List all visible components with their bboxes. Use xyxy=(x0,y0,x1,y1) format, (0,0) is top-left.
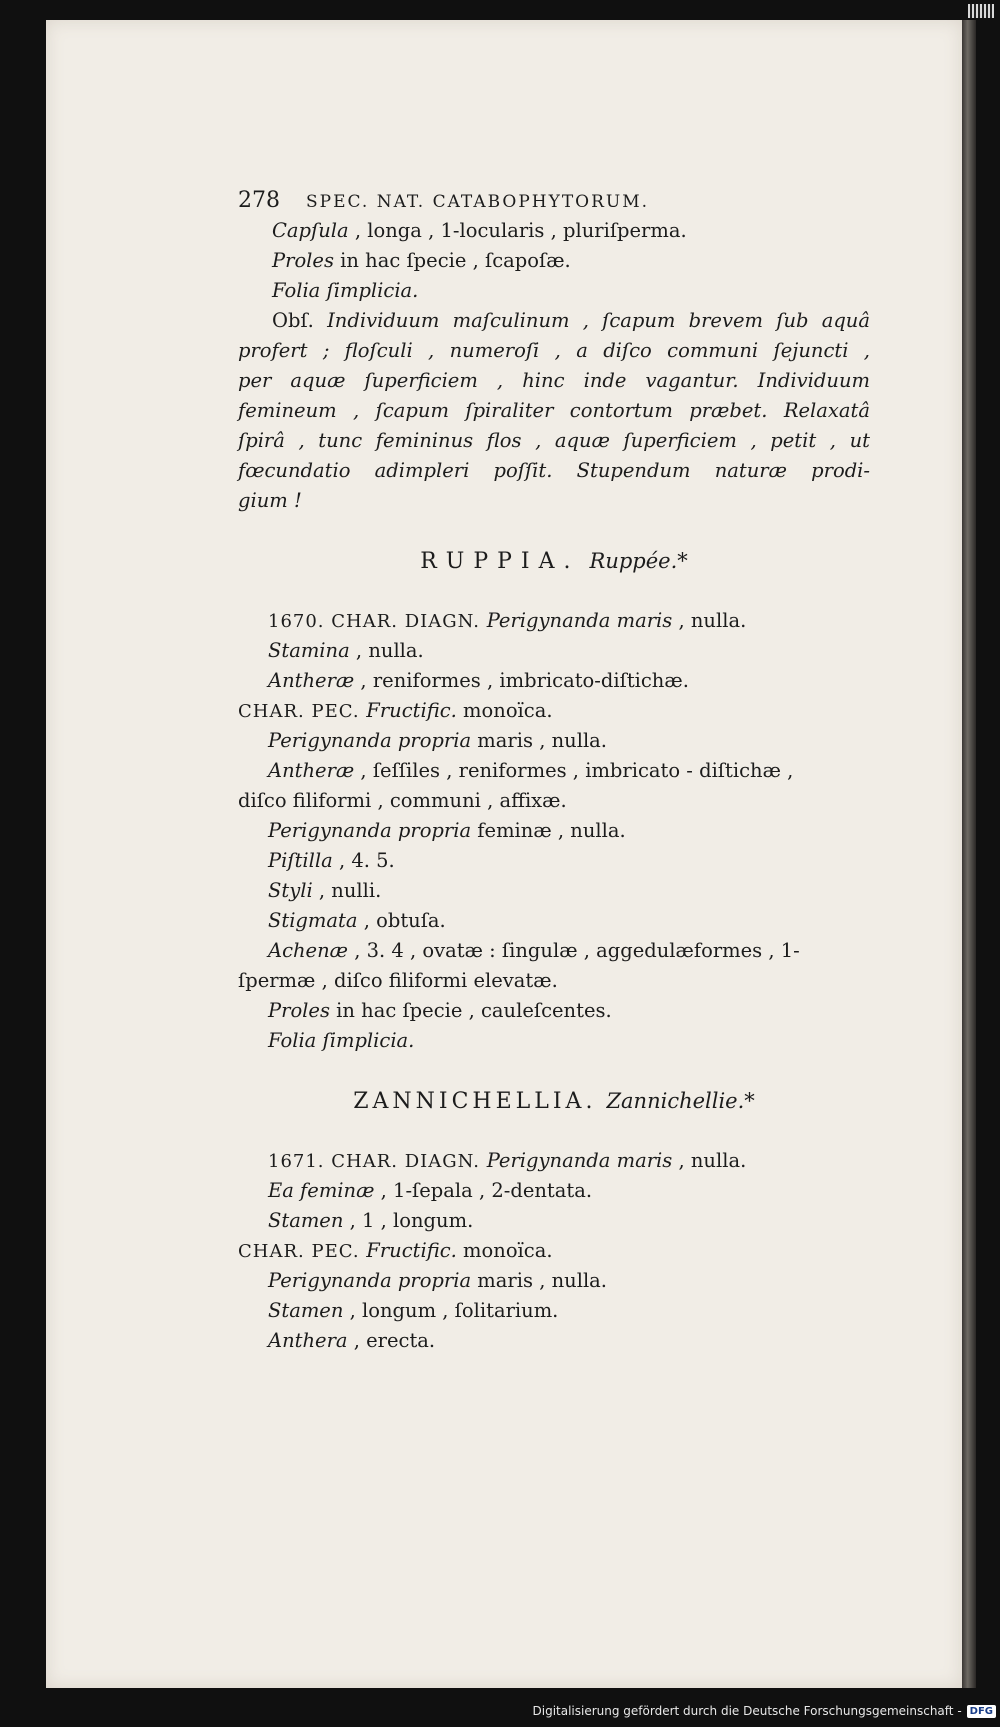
entry-line: Piſtilla , 4. 5. xyxy=(268,849,395,872)
entry-line: Perigynanda propria feminæ , nulla. xyxy=(268,819,626,842)
observation-line: ſpirâ , tunc femininus flos , aquæ ſuperficiem , petit , ut xyxy=(238,429,870,452)
observation-line: femineum , ſcapum ſpiraliter contortum præbet. Relaxatâ xyxy=(238,399,870,422)
entry-line: 1670. CHAR. DIAGN. Perigynanda maris , nulla. xyxy=(268,609,747,632)
credit-text: Digitalisierung gefördert durch die Deutsche Forschungsgemeinschaft - xyxy=(532,1704,962,1718)
entry-line: diſco filiformi , communi , affixæ. xyxy=(238,789,567,812)
entry-line: CHAR. PEC. Fructific. monoïca. xyxy=(238,699,553,722)
page-number: 278 xyxy=(238,188,280,213)
entry-line: Perigynanda propria maris , nulla. xyxy=(268,1269,607,1292)
observation-line: per aquæ ſuperficiem , hinc inde vagantur. Individuum xyxy=(238,369,870,392)
genus-heading-ruppia: RUPPIA. Ruppée.* xyxy=(420,549,688,574)
observation-line: profert ; floſculi , numeroſi , a diſco communi ſejuncti , xyxy=(238,339,870,362)
running-title: SPEC. NAT. CATABOPHYTORUM. xyxy=(306,192,650,212)
observation-line: gium ! xyxy=(238,489,302,512)
entry-line: Stigmata , obtuſa. xyxy=(268,909,446,932)
entry-line: Styli , nulli. xyxy=(268,879,382,902)
observation-line: fœcundatio adimpleri poſſit. Stupendum naturæ prodi- xyxy=(238,459,870,482)
entry-line: Stamina , nulla. xyxy=(268,639,424,662)
entry-line: Anthera , erecta. xyxy=(268,1329,436,1352)
entry-line: Antheræ , reniformes , imbricato-diſtichæ. xyxy=(268,669,689,692)
entry-line: 1671. CHAR. DIAGN. Perigynanda maris , nulla. xyxy=(268,1149,747,1172)
entry-line: CHAR. PEC. Fructific. monoïca. xyxy=(238,1239,553,1262)
book-spine-edge xyxy=(962,20,976,1688)
entry-line: Stamen , longum , ſolitarium. xyxy=(268,1299,559,1322)
text-line: Capſula , longa , 1-locularis , pluriſperma. xyxy=(272,219,687,242)
entry-line: Perigynanda propria maris , nulla. xyxy=(268,729,607,752)
observation-line: Obſ. Individuum maſculinum , ſcapum brevem ſub aquâ xyxy=(272,309,870,332)
running-header xyxy=(238,186,870,216)
entry-line: Ea feminæ , 1-ſepala , 2-dentata. xyxy=(268,1179,593,1202)
entry-line: Antheræ , ſeſſiles , reniformes , imbricato - diſtichæ , xyxy=(268,759,794,782)
entry-line: ſpermæ , diſco filiformi elevatæ. xyxy=(238,969,558,992)
digitization-credit xyxy=(533,1701,997,1721)
text-line: Proles in hac ſpecie , ſcapoſæ. xyxy=(272,249,571,272)
page-text xyxy=(238,186,870,1356)
entry-line: Proles in hac ſpecie , cauleſcentes. xyxy=(268,999,612,1022)
entry-line: Folia ſimplicia. xyxy=(268,1029,415,1052)
genus-heading-zannichellia: ZANNICHELLIA. Zannichellie.* xyxy=(353,1089,755,1114)
scan-color-bar xyxy=(968,4,994,18)
text-line: Folia ſimplicia. xyxy=(272,279,419,302)
entry-line: Achenæ , 3. 4 , ovatæ : ſingulæ , aggedulæformes , 1- xyxy=(268,939,800,962)
dfg-logo: DFG xyxy=(967,1705,996,1718)
entry-line: Stamen , 1 , longum. xyxy=(268,1209,474,1232)
